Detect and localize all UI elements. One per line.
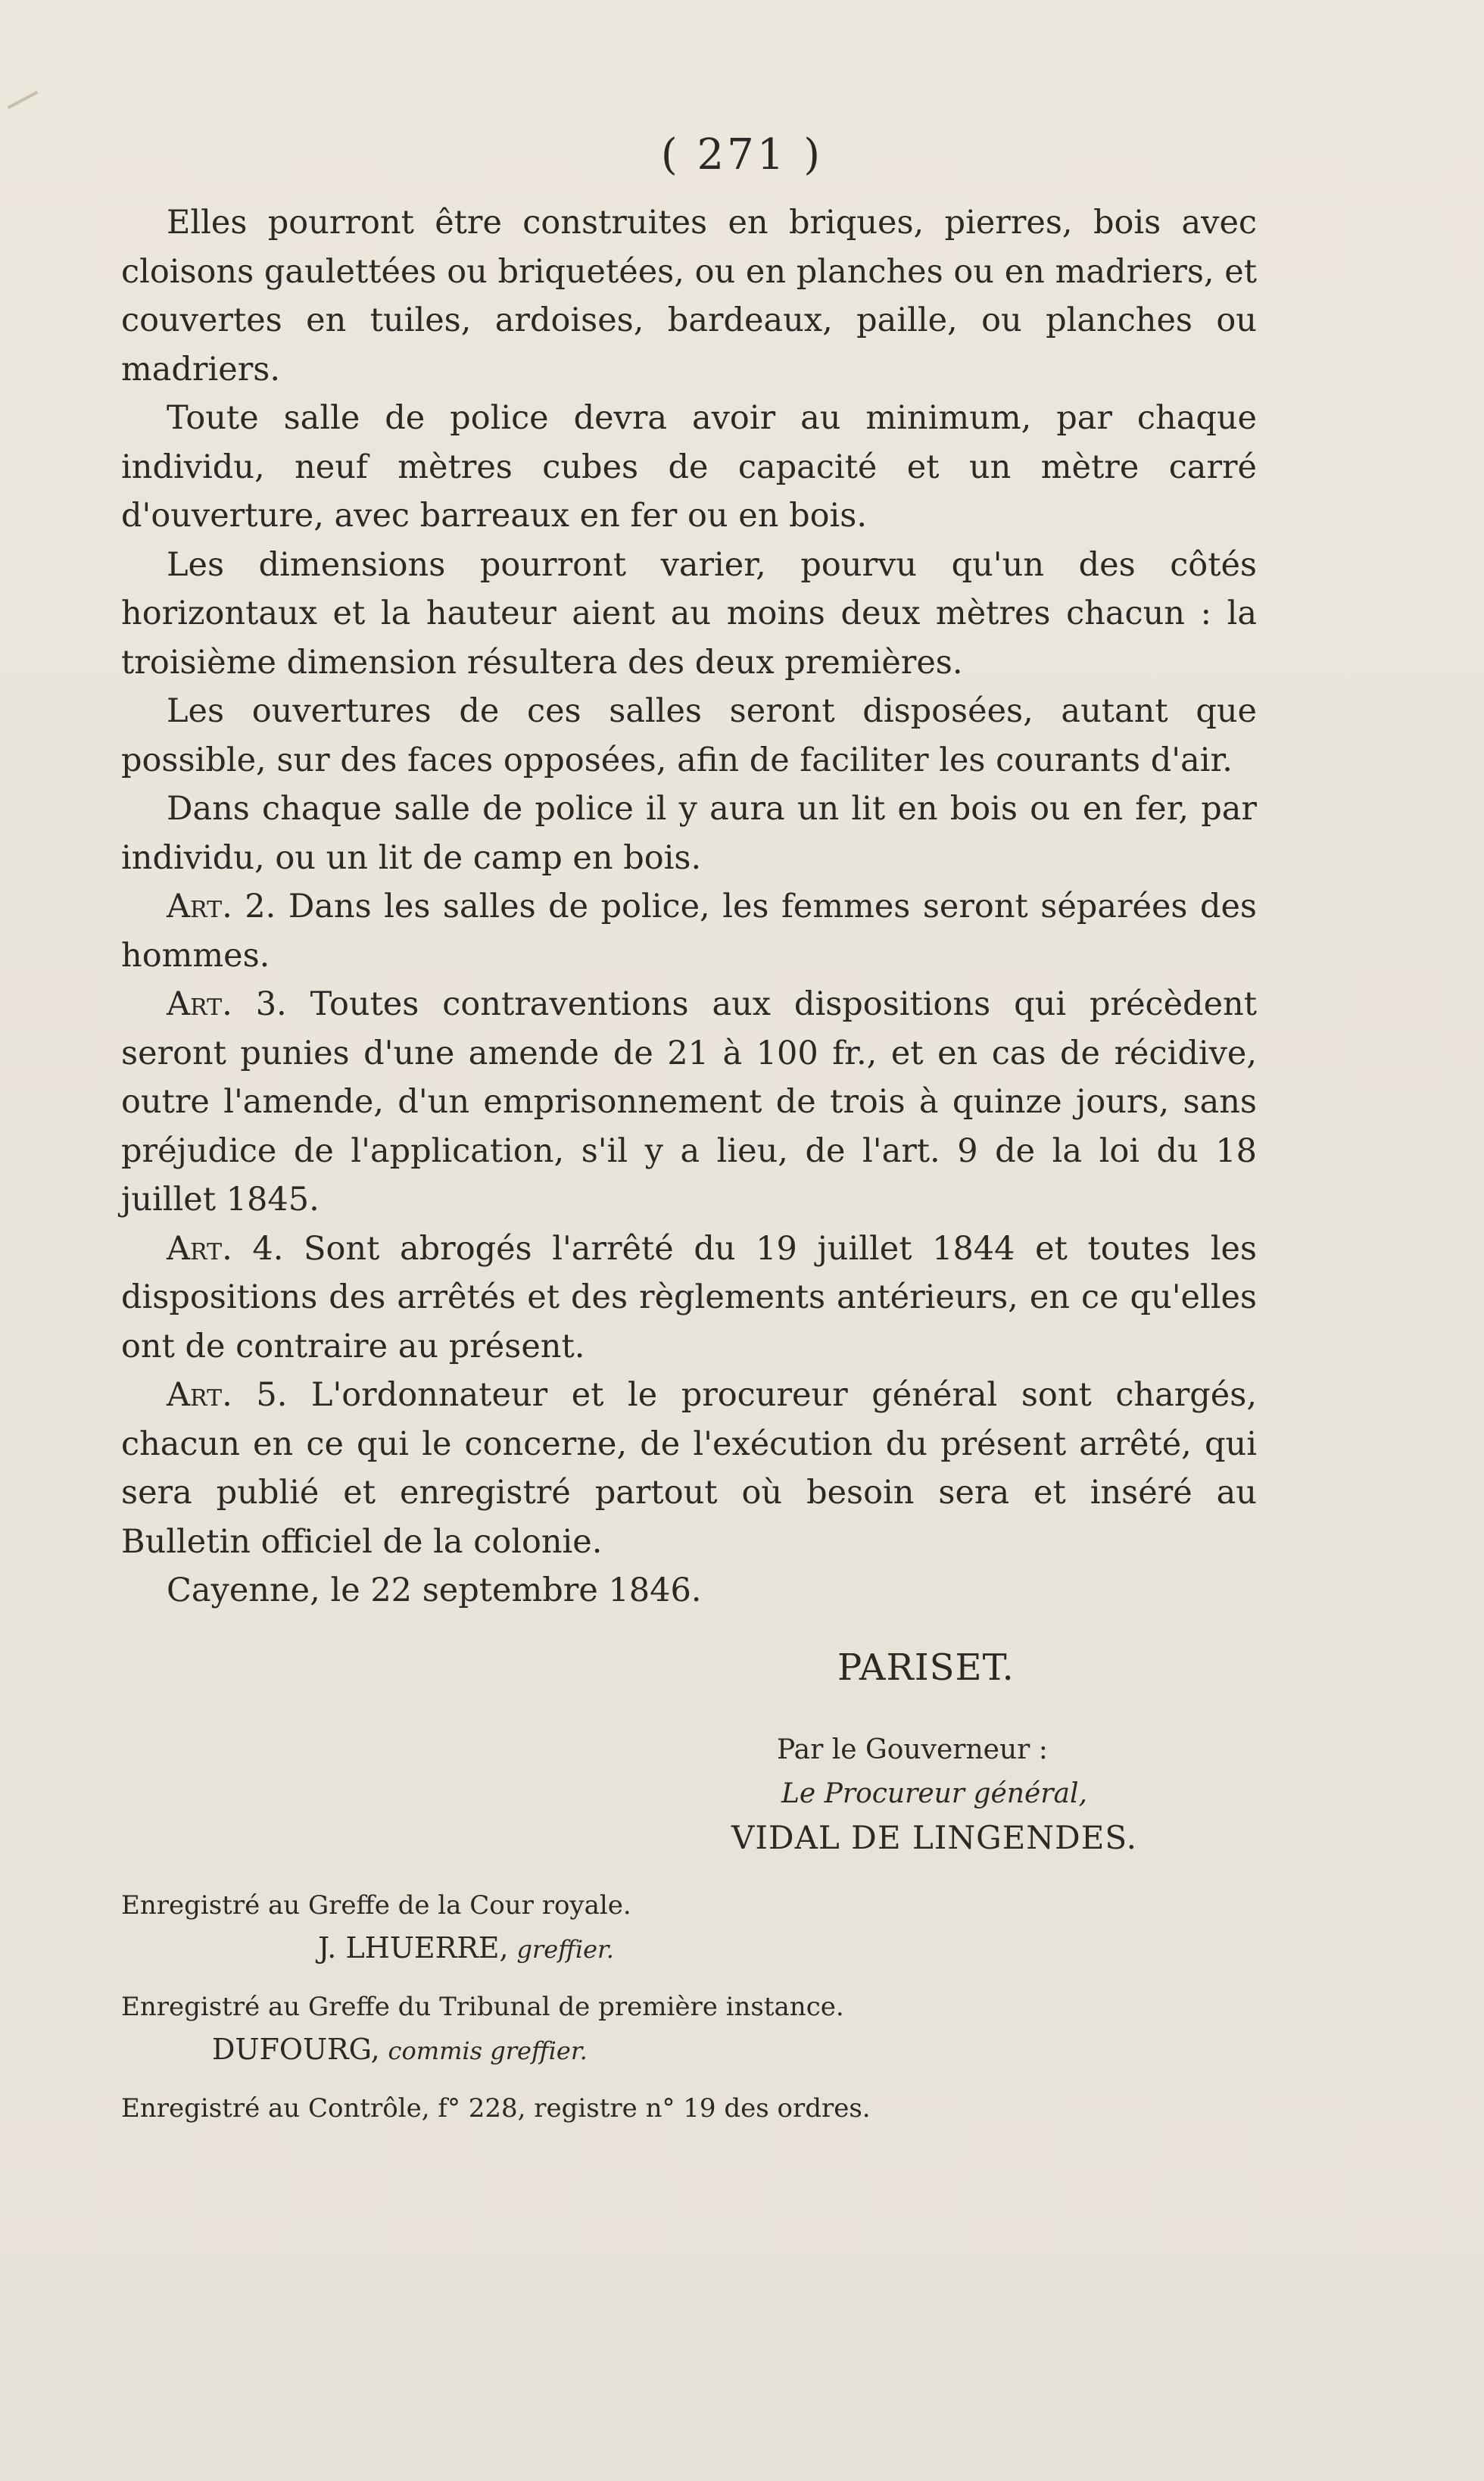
paragraph: [121, 541, 1257, 688]
body-text: [121, 198, 1257, 1615]
article-label: Art. 3.: [167, 985, 287, 1023]
registration-entry: [121, 1986, 1257, 2072]
paragraph-text: Toute salle de police devra avoir au minimum, par chaque individu, neuf mètres cubes de capacité et un mètre carré d'ouverture, avec barreaux en fer ou en bois.: [121, 399, 1257, 535]
paragraph-text: Dans les salles de police, les femmes seront séparées des hommes.: [121, 888, 1257, 975]
paragraph: [121, 1371, 1257, 1566]
clerk-title: greffier.: [516, 1935, 614, 1964]
paragraph: [121, 785, 1257, 882]
clerk-name: DUFOURG,: [212, 2033, 380, 2066]
paragraph: [121, 1566, 1257, 1615]
paragraph-text: Elles pourront être construites en briques, pierres, bois avec cloisons gaulettées ou briquetées, ou en planches ou en madriers, et couvertes en tuiles, ardoises, bardeaux, paille, ou planches ou madriers.: [121, 204, 1257, 389]
article-label: Art. 4.: [167, 1229, 284, 1268]
paragraph: [121, 394, 1257, 541]
registration-clerk: [121, 2028, 1257, 2072]
paragraph-text: L'ordonnateur et le procureur général sont chargés, chacun en ce qui le concerne, de l'exécution du présent arrêté, qui sera publié et enregistré partout où besoin sera et inséré au Bulletin officiel de la colonie.: [121, 1376, 1257, 1561]
attribution-par: Par le Gouverneur :: [777, 1734, 1048, 1765]
registration-text: Enregistré au Greffe du Tribunal de première instance.: [121, 1992, 844, 2022]
paragraph-text: Dans chaque salle de police il y aura un lit en bois ou en fer, par individu, ou un lit de camp en bois.: [121, 790, 1257, 877]
registration-entry: [121, 2087, 1257, 2130]
registration-text: Enregistré au Contrôle, f° 228, registre n° 19 des ordres.: [121, 2093, 871, 2124]
article-label: Art. 2.: [167, 888, 276, 925]
article-label: Art. 5.: [167, 1376, 288, 1414]
registration-entry: [121, 1884, 1257, 1971]
attribution-block: [731, 1728, 1231, 1860]
page-number: ( 271 ): [660, 130, 824, 179]
registrations: [121, 1884, 1257, 2145]
paragraph: [121, 980, 1257, 1225]
margin-mark: [8, 91, 39, 109]
paragraph-text: Toutes contraventions aux dispositions qui précèdent seront punies d'une amende de 21 à 100 fr., et en cas de récidive, outre l'amende, d'un emprisonnement de trois à quinze jours, sans préjudice de l'application, s'il y a lieu, de l'art. 9 de la loi du 18 juillet 1845.: [121, 985, 1257, 1219]
paragraph-text: Les ouvertures de ces salles seront disposées, autant que possible, sur des faces opposées, afin de faciliter les courants d'air.: [121, 692, 1257, 779]
paragraph-text: Les dimensions pourront varier, pourvu qu'un des côtés horizontaux et la hauteur aient au moins deux mètres chacun : la troisième dimension résultera des deux premières.: [121, 545, 1257, 682]
attribution-name: VIDAL DE LINGENDES.: [731, 1819, 1138, 1856]
registration-clerk: [121, 1927, 1257, 1971]
paragraph: [121, 1225, 1257, 1372]
attribution-role: Le Procureur général,: [781, 1778, 1087, 1809]
paragraph: [121, 198, 1257, 394]
paragraph-text: Sont abrogés l'arrêté du 19 juillet 1844 et toutes les dispositions des arrêtés et des règlements antérieurs, en ce qu'elles ont de contraire au présent.: [121, 1229, 1257, 1365]
clerk-name: J. LHUERRE,: [318, 1931, 509, 1965]
signature-name: PARISET.: [837, 1646, 1015, 1689]
date-line: Cayenne, le 22 septembre 1846.: [167, 1571, 702, 1609]
paragraph: [121, 687, 1257, 785]
registration-text: Enregistré au Greffe de la Cour royale.: [121, 1890, 631, 1921]
paragraph: [121, 882, 1257, 980]
clerk-title: commis greffier.: [388, 2036, 588, 2065]
